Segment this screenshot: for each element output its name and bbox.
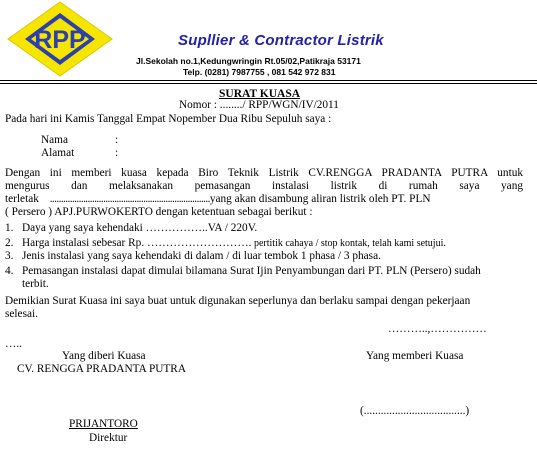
opening-line: Pada hari ini Kamis Tanggal Empat Nopember Dua Ribu Sepuluh saya : (5, 113, 332, 125)
item-2-text (22, 237, 446, 250)
body-line-3 (5, 193, 523, 206)
item-3-text: Jenis instalasi yang saya kehendaki di dalam / di luar tembok 1 phasa / 3 phasa. (22, 250, 381, 262)
item-2-main: Harga instalasi sebesar Rp. ………………………. (22, 237, 252, 249)
body-line-4: ( Persero ) APJ.PURWOKERTO dengan ketentuan sebagai berikut : (5, 206, 313, 218)
document-title: SURAT KUASA (219, 88, 301, 100)
body-line-2: mengurus dan melaksanakan pemasangan instalasi listrik di rumah saya yang (5, 180, 523, 192)
left-signer-company: CV. RENGGA PRADANTA PUTRA (17, 363, 186, 375)
left-signer-name: PRIJANTORO (69, 418, 138, 430)
right-signer-name: (....................................) (360, 405, 470, 417)
item-4-number: 4. (5, 265, 14, 277)
name-label: Nama (41, 134, 68, 146)
body-line-1: Dengan ini memberi kuasa kepada Biro Teknik Listrik CV.RENGGA PRADANTA PUTRA untuk (5, 167, 523, 179)
location-dots: ........................................................................ (49, 193, 210, 205)
closing-line-1: Demikian Surat Kuasa ini saya buat untuk digunakan seperlunya dan berlaku sampai dengan pekerjaan (5, 295, 471, 307)
item-1-text: Daya yang saya kehendaki ……………..VA / 220V. (22, 222, 258, 234)
item-4-text-cont: terbit. (22, 278, 49, 290)
right-signer-role: Yang memberi Kuasa (366, 350, 464, 362)
ellipsis-left: ….. (5, 338, 22, 350)
logo-text: RPP (34, 26, 86, 54)
address-label: Alamat (41, 147, 75, 159)
item-2-tail: pertitik cahaya / stop kontak, telah kami setujui. (251, 238, 446, 249)
document-number: Nomor : ......../ RPP/WGN/IV/2011 (179, 99, 339, 111)
left-signer-title: Direktur (89, 432, 128, 444)
address-colon: : (115, 147, 119, 159)
header-divider-thin (0, 83, 537, 84)
header-divider-thick (0, 80, 537, 81)
company-phone: Telp. (0281) 7987755 , 081 542 972 831 (183, 67, 336, 77)
company-address: Jl.Sekolah no.1,Kedungwringin Rt.05/02,Patikraja 53171 (136, 56, 361, 66)
left-signer-role: Yang diberi Kuasa (62, 350, 146, 362)
name-colon: : (115, 134, 119, 146)
item-4-text: Pemasangan instalasi dapat dimulai bilamana Surat Ijin Penyambungan dari PT. PLN (Persero) sudah (22, 265, 481, 277)
place-date: ………..,…………… (388, 323, 487, 335)
body-line-3-rest: yang akan disambung aliran listrik oleh PT. PLN (209, 193, 431, 205)
item-3-number: 3. (5, 250, 14, 262)
closing-line-2: selesai. (5, 308, 38, 320)
company-logo (6, 0, 114, 78)
item-2-number: 2. (5, 237, 14, 249)
company-name: Supllier & Contractor Listrik (178, 32, 384, 49)
body-line-3-label: terletak (5, 193, 39, 205)
item-1-number: 1. (5, 222, 14, 234)
